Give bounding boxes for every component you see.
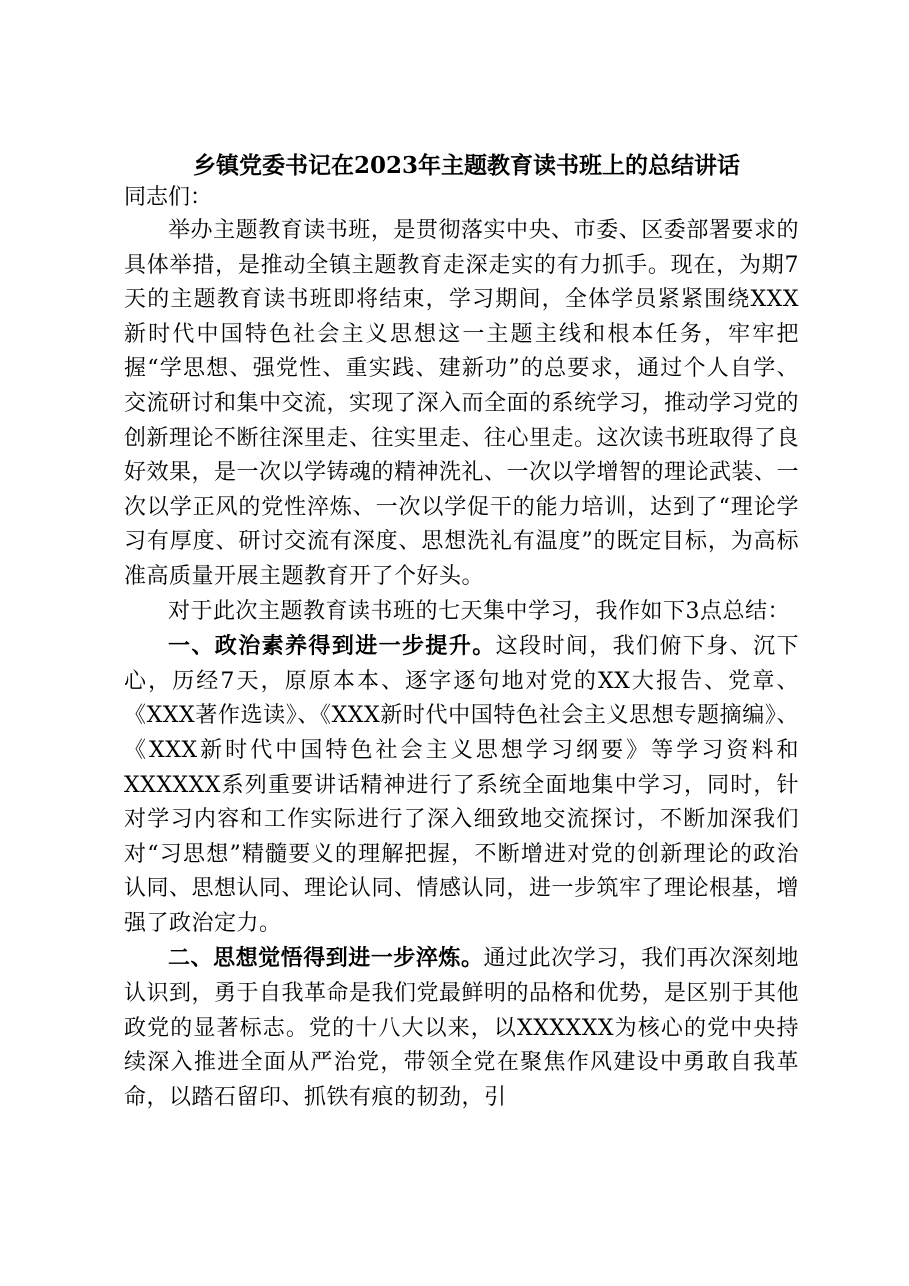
salutation: 同志们： [124, 185, 213, 210]
document-page [124, 150, 799, 1115]
paragraph-point-two [124, 941, 799, 1115]
paragraph-text: 这段时间，我们俯下身、沉下心，历经7天，原原本本、逐字逐句地对党的XX大报告、党章、《XXX著作选读》、《XXX新时代中国特色社会主义思想专题摘编》、《XXX新时代中国特色社会主义思想学习纲要》等学习资料和XXXXXX系列重要讲话精神进行了系统全面地集中学习，同时，针对学习内容和工作实际进行了深入细致地交流探讨，不断加深我们对“习思想”精髓要义的理解把握，不断增进对党的创新理论的政治认同、思想认同、理论认同、情感认同，进一步筑牢了理论根基，增强了政治定力。 [124, 634, 800, 936]
section-heading: 二、思想觉悟得到进一步淬炼。 [168, 945, 484, 972]
paragraph-point-one [124, 629, 799, 941]
document-title: 乡镇党委书记在2023年主题教育读书班上的总结讲话 [192, 152, 740, 179]
paragraph-summary-lead [124, 595, 799, 630]
paragraph-text: 举办主题教育读书班，是贯彻落实中央、市委、区委部署要求的具体举措，是推动全镇主题教育走深走实的有力抓手。现在，为期7天的主题教育读书班即将结束，学习期间，全体学员紧紧围绕XXX新时代中国特色社会主义思想这一主题主线和根本任务，牢牢把握“学思想、强党性、重实践、建新功”的总要求，通过个人自学、交流研讨和集中交流，实现了深入而全面的系统学习，推动学习党的创新理论不断往深里走、往实里走、往心里走。这次读书班取得了良好效果，是一次以学铸魂的精神洗礼、一次以学增智的理论武装、一次以学正风的党性淬炼、一次以学促干的能力培训，达到了“理论学习有厚度、研讨交流有深度、思想洗礼有温度”的既定目标，为高标准高质量开展主题教育开了个好头。 [124, 218, 800, 589]
paragraph-text: 对于此次主题教育读书班的七天集中学习，我作如下3点总结： [168, 598, 790, 624]
paragraph-intro [124, 214, 799, 595]
paragraph-text: 通过此次学习，我们再次深刻地认识到，勇于自我革命是我们党最鲜明的品格和优势，是区别于其他政党的显著标志。党的十八大以来，以XXXXXX为核心的党中央持续深入推进全面从严治党，带领全党在聚焦作风建设中勇敢自我革命，以踏石留印、抓铁有痕的韧劲，引 [124, 946, 800, 1110]
section-heading: 一、政治素养得到进一步提升。 [168, 633, 496, 660]
